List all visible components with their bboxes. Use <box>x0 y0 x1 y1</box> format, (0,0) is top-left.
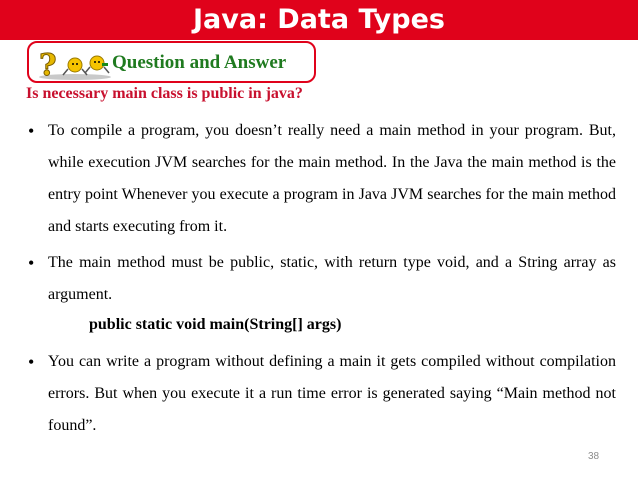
page-number: 38 <box>588 451 600 462</box>
bullet-1-marker: • <box>28 121 35 141</box>
bullet-1-text: To compile a program, you doesn’t really need a main method in your program. But, while execution JVM searches for the main method. In the Java the main method is the entry point Whenever you execute a program in Java JVM searches for the main method and starts executing from it. <box>48 122 616 235</box>
question-answer-label: Question and Answer <box>112 52 287 73</box>
main-method-signature: public static void main(String[] args) <box>89 316 342 333</box>
bullet-2-marker: • <box>28 253 35 273</box>
bullet-2-text: The main method must be public, static, with return type void, and a String array as argument. <box>48 254 616 303</box>
svg-text:?: ? <box>39 48 57 81</box>
bullet-3-marker: • <box>28 352 35 372</box>
question-answer-badge <box>27 41 316 83</box>
question-heading: Is necessary main class is public in java? <box>26 85 303 102</box>
slide-title: Java: Data Types <box>193 4 445 35</box>
bullet-3-text: You can write a program without defining a main it gets compiled without compilation errors. But when you execute it a run time error is generated saying “Main method not found”. <box>48 353 616 434</box>
